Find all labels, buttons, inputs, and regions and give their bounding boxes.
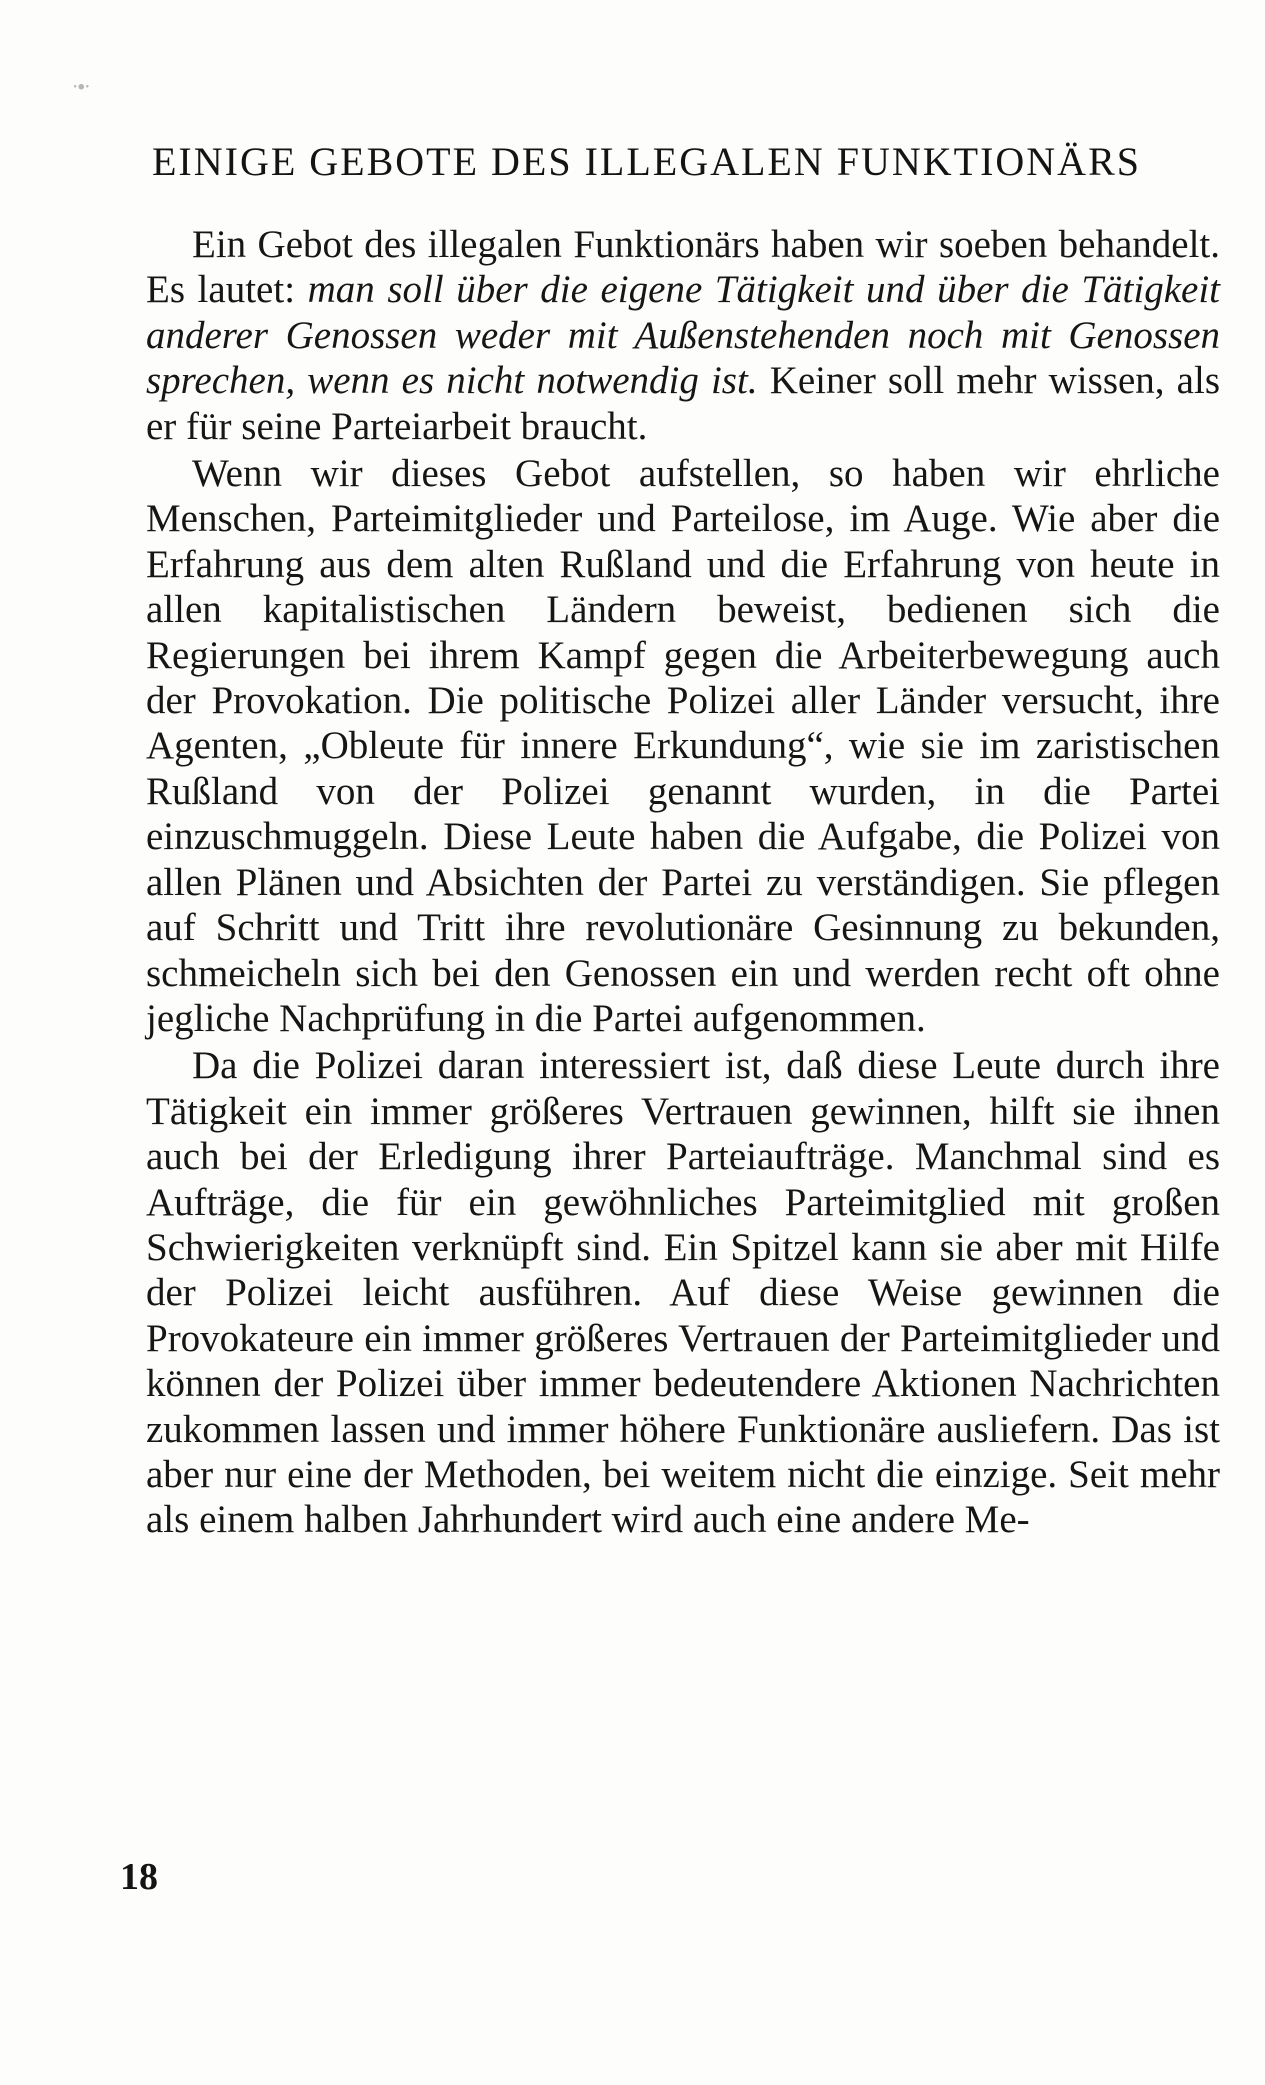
body-text	[146, 222, 1220, 1543]
paragraph-2: Wenn wir dieses Gebot aufstellen, so haben wir ehrliche Menschen, Parteimitglieder und Parteilose, im Auge. Wie aber die Erfahrung aus dem alten Rußland und die Erfahrung von heute in allen kapitalistischen Ländern beweist, bedienen sich die Regierungen bei ihrem Kampf gegen die Arbeiterbewegung auch der Provokation. Die politische Polizei aller Länder versucht, ihre Agenten, „Obleute für innere Erkundung“, wie sie im zaristischen Rußland von der Polizei genannt wurden, in die Partei einzuschmuggeln. Diese Leute haben die Aufgabe, die Polizei von allen Plänen und Absichten der Partei zu verständigen. Sie pflegen auf Schritt und Tritt ihre revolutionäre Gesinnung zu bekunden, schmeicheln sich bei den Genossen ein und werden recht oft ohne jegliche Nachprüfung in die Partei aufgenommen.	[146, 452, 1220, 1040]
paragraph-1-outro: Keiner soll mehr wissen, als er für seine Parteiarbeit braucht.	[146, 359, 1220, 448]
print-speck-mark: ·∙·	[72, 74, 89, 98]
paragraph-3: Da die Polizei daran interessiert ist, daß diese Leute durch ihre Tätigkeit ein immer größeres Vertrauen gewinnen, hilft sie ihnen auch bei der Erledigung ihrer Parteiaufträge. Manchmal sind es Aufträge, die für ein gewöhnliches Parteimitglied mit großen Schwierigkeiten verknüpft sind. Ein Spitzel kann sie aber mit Hilfe der Polizei leicht ausführen. Auf diese Weise gewinnen die Provokateure ein immer größeres Vertrauen der Parteimitglieder und können der Polizei über immer bedeutendere Aktionen Nachrichten zukommen lassen und immer höhere Funktionäre ausliefern. Das ist aber nur eine der Methoden, bei weitem nicht die einzige. Seit mehr als einem halben Jahrhundert wird auch eine andere Me-	[146, 1044, 1220, 1542]
chapter-heading: EINIGE GEBOTE DES ILLEGALEN FUNKTIONÄRS	[152, 139, 1141, 184]
paragraph-1-intro: Ein Gebot des illegalen Funktionärs haben wir soeben behandelt. Es lautet:	[146, 223, 1220, 312]
page-number: 18	[120, 1856, 158, 1898]
paragraph-1	[146, 222, 1220, 449]
paragraph-1-emphasis: man soll über die eigene Tätigkeit und über die Tätigkeit anderer Genossen weder mit Außenstehenden noch mit Genossen sprechen, wenn es nicht notwendig ist.	[146, 268, 1220, 403]
